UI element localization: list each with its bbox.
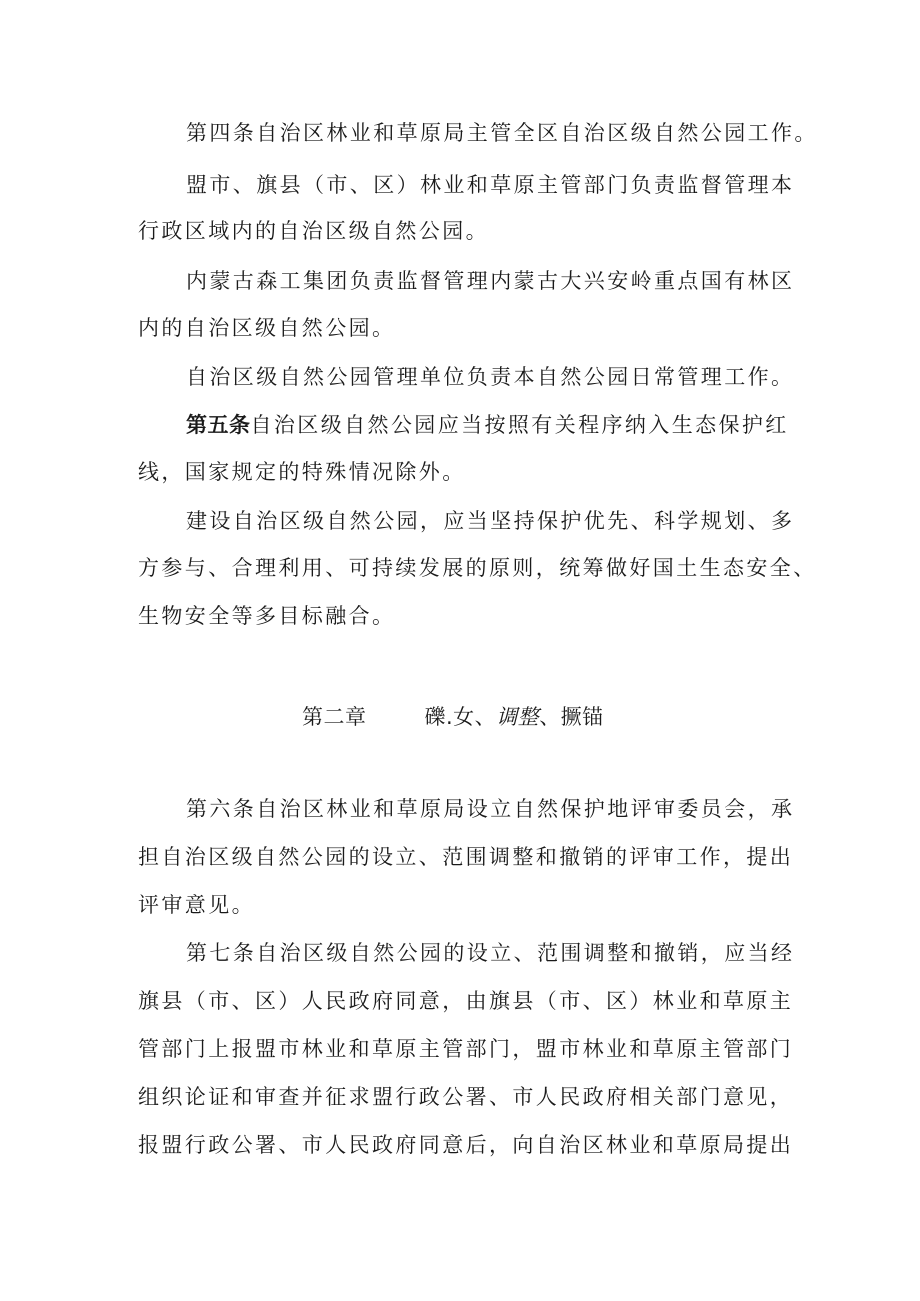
article4-paragraph2-line2: 行政区域内的自治区级自然公园。: [138, 219, 489, 243]
article5-paragraph1-text: 自治区级自然公园应当按照有关程序纳入生态保护红: [250, 413, 789, 437]
article7-line4: 组织论证和审查并征求盟行政公署、市人民政府相关部门意见，: [138, 1085, 794, 1109]
chapter-number: 第二章: [302, 705, 367, 729]
chapter-title: [425, 705, 604, 729]
article7-line2: 旗县（市、区）人民政府同意，由旗县（市、区）林业和草原主: [138, 989, 794, 1013]
article7-line3: 管部门上报盟市林业和草原主管部门，盟市林业和草原主管部门: [138, 1037, 794, 1061]
article4-paragraph3-line2: 内的自治区级自然公园。: [138, 316, 396, 340]
article7-line5: 报盟行政公署、市人民政府同意后，向自治区林业和草原局提出: [138, 1133, 794, 1157]
article5-lead: 第五条: [186, 413, 251, 437]
article4-paragraph3-line1: 内蒙古森工集团负责监督管理内蒙古大兴安岭重点国有林区: [186, 269, 795, 293]
article5-paragraph2-line2: 方参与、合理利用、可持续发展的原则，统筹做好国土生态安全、: [138, 556, 817, 580]
article5-paragraph1-line1: [186, 410, 798, 440]
article4-paragraph1: 第四条自治区林业和草原局主管全区自治区级自然公园工作。: [186, 121, 818, 145]
article5-paragraph2-line3: 生物安全等多目标融合。: [138, 604, 396, 628]
article5-paragraph1-line2: 线，国家规定的特殊情况除外。: [138, 460, 466, 484]
article6-line2: 担自治区级自然公园的设立、范围调整和撤销的评审工作，提出: [138, 845, 794, 869]
chapter-title-part3: 、撅锚: [539, 705, 604, 729]
chapter-heading: [302, 702, 604, 732]
article4-paragraph2-line1: 盟市、旗县（市、区）林业和草原主管部门负责监督管理本: [186, 173, 795, 197]
article6-line1: 第六条自治区林业和草原局设立自然保护地评审委员会，承: [186, 797, 795, 821]
article5-paragraph2-line1: 建设自治区级自然公园，应当坚持保护优先、科学规划、多: [186, 509, 795, 533]
chapter-title-part1: 礫.女、: [424, 705, 497, 729]
article6-line3: 评审意见。: [138, 893, 255, 917]
article7-line1: 第七条自治区级自然公园的设立、范围调整和撤销，应当经: [186, 941, 795, 965]
article4-paragraph4: 自治区级自然公园管理单位负责本自然公园日常管理工作。: [186, 365, 795, 389]
chapter-title-part2: 调整: [496, 705, 540, 729]
